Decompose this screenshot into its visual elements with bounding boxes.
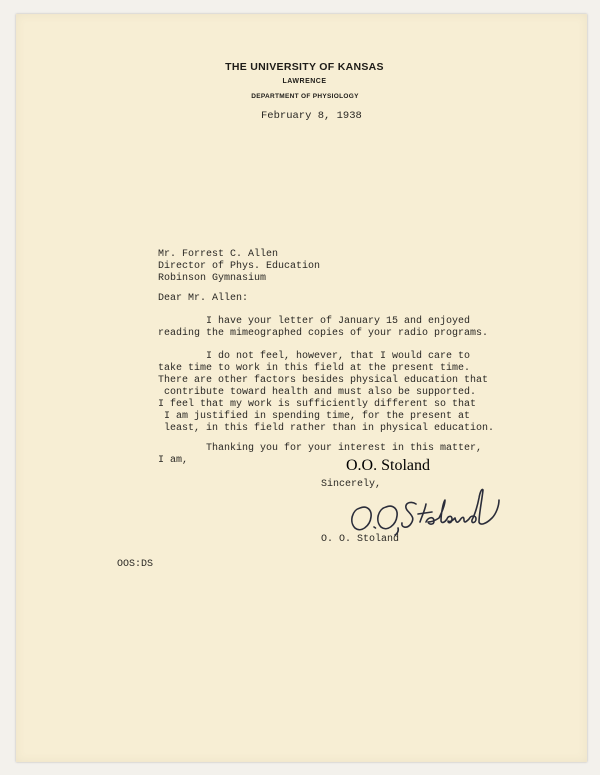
recipient-title: Director of Phys. Education bbox=[158, 261, 321, 272]
recipient-location: Robinson Gymnasium bbox=[158, 273, 267, 284]
letter-date: February 8, 1938 bbox=[261, 110, 362, 122]
letterhead-city: LAWRENCE bbox=[282, 78, 327, 85]
body-paragraph-3: Thanking you for your interest in this matter, I am, bbox=[158, 443, 483, 466]
signature-text: O.O. Stoland bbox=[346, 457, 430, 474]
body-paragraph-2: I do not feel, however, that I would care to take time to work in this field at the present time. There are other factors besides physical education that contribute toward health and must also be supported. I feel that my work is sufficiently different so that I am justified in spending time, for the present at least, in this field rather than in physical education. bbox=[158, 351, 495, 434]
signer-name: O. O. Stoland bbox=[321, 534, 400, 545]
typist-initials: OOS:DS bbox=[117, 559, 154, 570]
letter-page bbox=[16, 14, 587, 762]
recipient-name: Mr. Forrest C. Allen bbox=[158, 249, 279, 260]
handwritten-signature bbox=[346, 457, 516, 540]
recipient-address bbox=[158, 249, 320, 285]
closing: Sincerely, bbox=[321, 479, 382, 490]
body-paragraph-1: I have your letter of January 15 and enjoyed reading the mimeographed copies of your radio programs. bbox=[158, 316, 489, 339]
salutation: Dear Mr. Allen: bbox=[158, 293, 249, 304]
letterhead-department: DEPARTMENT OF PHYSIOLOGY bbox=[251, 93, 359, 100]
letterhead-university: THE UNIVERSITY OF KANSAS bbox=[225, 61, 384, 73]
